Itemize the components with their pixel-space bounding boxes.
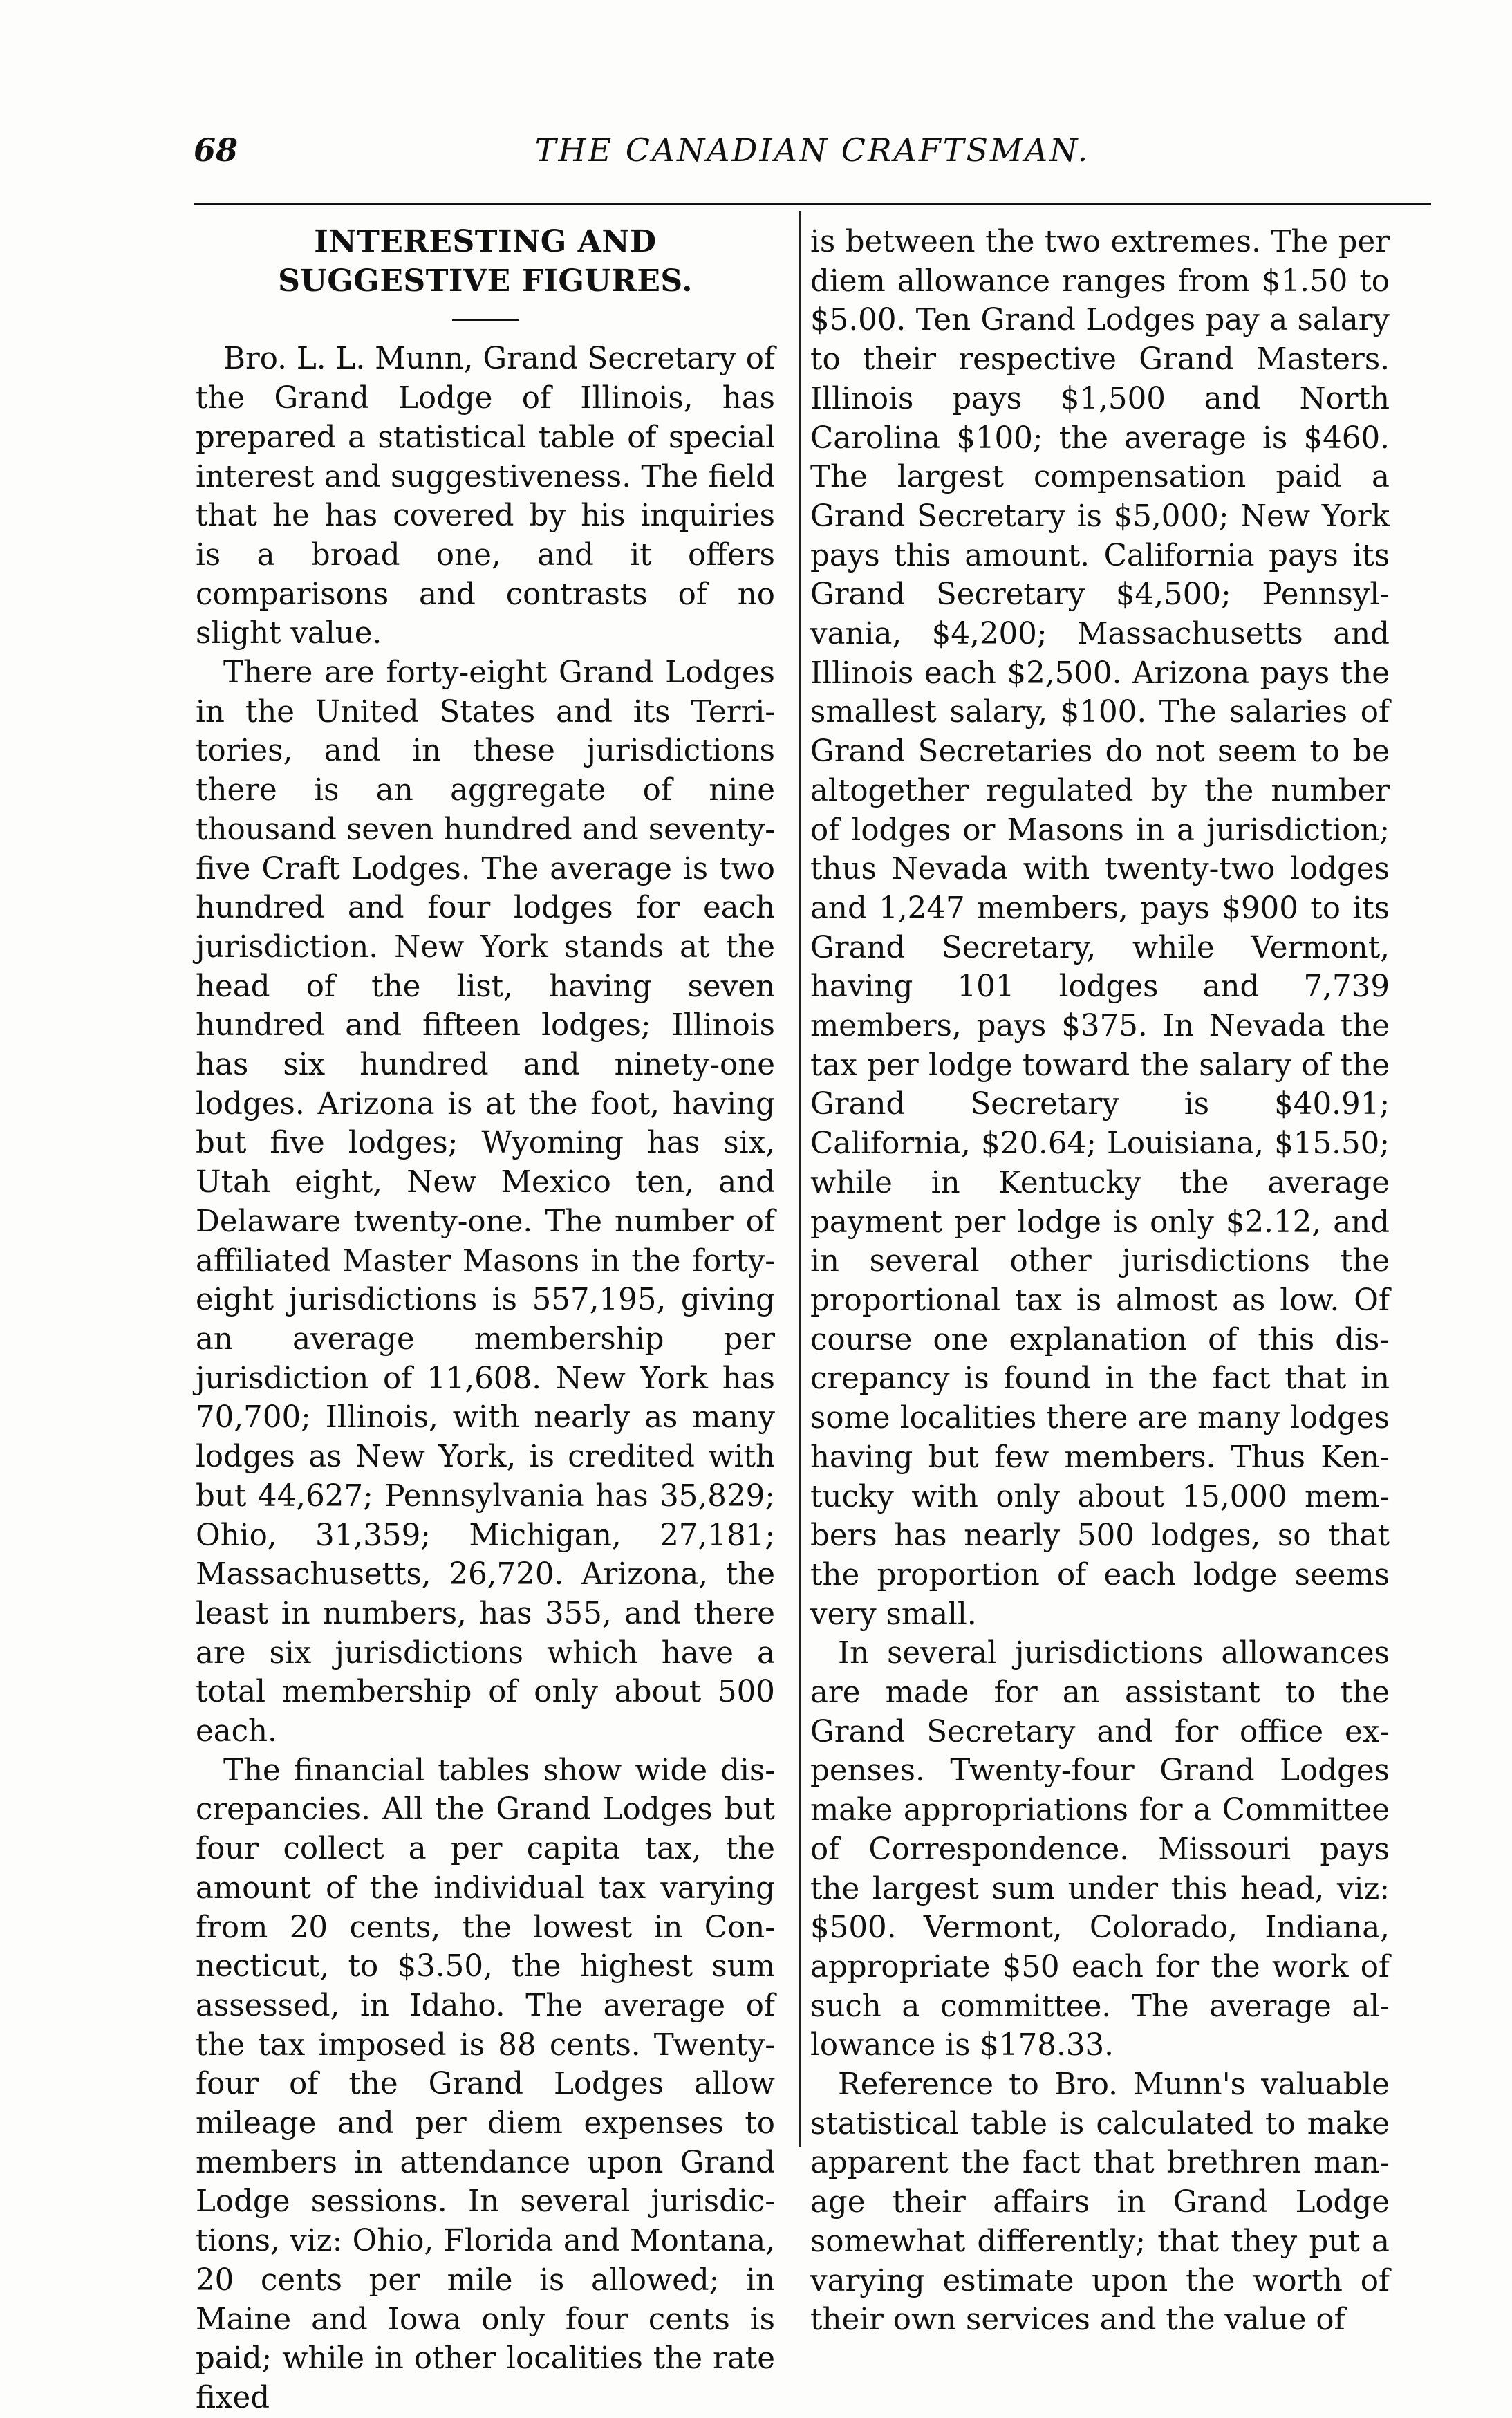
running-title: THE CANADIAN CRAFTSMAN. — [534, 131, 1090, 169]
paragraph-financial: The financial tables show wide discrepancies. All the Grand Lodges but four collect a per capita tax, the amount of the individual tax varying from 20 cents, the lowest in Connecticut, to $3.50, the highest sum assessed, in Idaho. The average of the tax imposed is 88 cents. Twenty-four of the Grand Lodges allow mileage and per diem expenses to members in attendance upon Grand Lodge sessions. In several jurisdictions, viz: Ohio, Florida and Montana, 20 cents per mile is allowed; in Maine and Iowa only four cents is paid; while in other localities the rate fixed — [196, 1753, 775, 2415]
page-header — [194, 131, 1431, 180]
title-rule — [452, 319, 519, 321]
paragraph-allowances: In several jurisdictions allowances are made for an assistant to the Grand Secretary and for office expenses. Twenty-four Grand Lodges make appropriations for a Committee of Correspondence. Missouri pays the largest sum under this head, viz: $500. Vermont, Colorado, Indiana, appropriate $50 each for the work of such a committee. The average allowance is $178.33. — [810, 1636, 1390, 2063]
header-rule — [194, 203, 1431, 205]
paragraph-reference: Reference to Bro. Munn's valuable statistical table is calculated to make apparent the fact that brethren manage their affairs in Grand Lodge somewhat differently; that they put a varying estimate upon the worth of their own services and the value of — [810, 2067, 1390, 2338]
article-title: INTERESTING AND SUGGESTIVE FIGURES. — [278, 224, 693, 299]
paragraph-lodges: There are forty-eight Grand Lodges in the United States and its Territories, and in these jurisdictions there is an aggregate of nine thousand seven hundred and seventy-five Craft Lodges. The average is two hundred and four lodges for each jurisdiction. New York stands at the head of the list, having seven hundred and fifteen lodges; Illinois has six hundred and ninety-one lodges. Arizona is at the foot, having but five lodges; Wyoming has six, Utah eight, New Mexico ten, and Delaware twenty-one. The number of affiliated Master Masons in the forty-eight jurisdictions is 557,195, giving an average membership per jurisdiction of 11,608. New York has 70,700; Illinois, with nearly as many lodges as New York, is credited with but 44,627; Pennsylvania has 35,829; Ohio, 31,359; Michigan, 27,181; Massachusetts, 26,720. Arizona, the least in numbers, has 355, and there are six jurisdictions which have a total membership of only about 500 each. — [196, 655, 775, 1749]
column-divider — [799, 211, 801, 2147]
left-column — [196, 223, 775, 2418]
paragraph-intro: Bro. L. L. Munn, Grand Secretary of the Grand Lodge of Illinois, has prepared a statistical table of special interest and suggestiveness. The field that he has covered by his inquiries is a broad one, and it offers comparisons and contrasts of no slight value. — [196, 342, 775, 651]
page-number: 68 — [194, 131, 239, 169]
right-column — [810, 223, 1390, 2340]
paragraph-salaries-continued: is between the two extremes. The per diem allowance ranges from $1.50 to $5.00. Ten Grand Lodges pay a salary to their respective Grand Masters. Illinois pays $1,500 and North Carolina $100; the average is $460. The largest compensation paid a Grand Secretary is $5,000; New York pays this amount. California pays its Grand Secretary $4,500; Pennsylvania, $4,200; Massachusetts and Illinois each $2,500. Arizona pays the smallest salary, $100. The salaries of Grand Secretaries do not seem to be altogether regulated by the number of lodges or Masons in a jurisdiction; thus Nevada with twenty-two lodges and 1,247 members, pays $900 to its Grand Secretary, while Vermont, having 101 lodges and 7,739 members, pays $375. In Nevada the tax per lodge toward the salary of the Grand Secretary is $40.91; California, $20.64; Louisiana, $15.50; while in Kentucky the average payment per lodge is only $2.12, and in several other jurisdictions the proportional tax is almost as low. Of course one explanation of this discrepancy is found in the fact that in some localities there are many lodges having but few members. Thus Kentucky with only about 15,000 members has nearly 500 lodges, so that the proportion of each lodge seems very small. — [810, 225, 1390, 1632]
